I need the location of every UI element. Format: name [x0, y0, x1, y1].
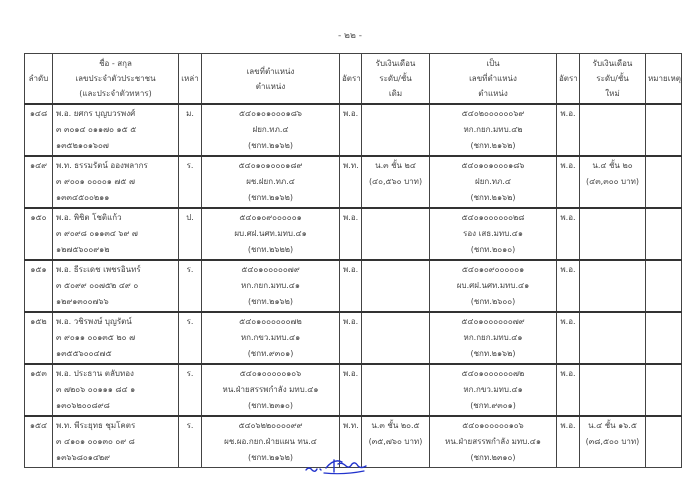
- position-new-code: (ชกท.๒๑๖๒): [470, 193, 516, 202]
- name-cell: [53, 104, 179, 156]
- order-cell: [25, 208, 53, 260]
- position-new-code: (ชกท.๙๓๐๑): [470, 401, 516, 410]
- branch: ป.: [186, 213, 194, 222]
- position-old-title: ผช.ผอ.กยก.ฝ่ายแผน ทน.๔: [224, 437, 317, 446]
- position-new-number: ๕๔๐๒๐๐๐๐๐๐๖๙: [461, 109, 525, 118]
- salary-new-amount: (๓๘,๕๐๐ บาท): [585, 437, 640, 446]
- header-position-old: เลขที่ตำแหน่ง ตำแหน่ง: [202, 54, 340, 105]
- citizen-id: ๓ ๙๐๐๑ ๐๐๐๐๑ ๗๕ ๗: [56, 177, 136, 186]
- branch-cell: [179, 312, 202, 364]
- header-row: [25, 54, 682, 105]
- branch-cell: [179, 260, 202, 312]
- salary-new-level: น.๔ ชั้น ๒๐: [592, 161, 633, 170]
- salary-old-cell: [362, 364, 430, 416]
- signature-scribble: [298, 454, 378, 476]
- military-id: ๑๒๗๕๖๐๐๙๑๒: [56, 245, 110, 254]
- person-name: พ.อ. ยศกร บุญบวรพงศ์: [56, 109, 136, 118]
- order-cell: [25, 312, 53, 364]
- rate-old: พ.ท.: [343, 421, 359, 430]
- position-old-number: ๕๔๐๑๐๐๐๐๐๐๗๒: [239, 317, 302, 326]
- position-old-code: (ชกท.๒๑๖๒): [247, 297, 294, 306]
- rate-old: พ.อ.: [343, 369, 359, 378]
- header-rate-new: อัตรา: [557, 54, 580, 105]
- table-row: [25, 208, 682, 260]
- name-cell: [53, 312, 179, 364]
- position-new-title: หก.กยก.มทบ.๔๑: [463, 333, 523, 342]
- rate-new-cell: [557, 312, 580, 364]
- position-old-title: ฝยก.ทภ.๔: [252, 125, 289, 134]
- branch-cell: [179, 364, 202, 416]
- header-rate-old: อัตรา: [340, 54, 362, 105]
- position-new-code: (ชกท.๒๑๖๒): [470, 141, 516, 150]
- rate-new-cell: [557, 416, 580, 468]
- remark-cell: [646, 208, 682, 260]
- name-cell: [53, 416, 179, 468]
- header-remark: หมายเหตุ: [646, 54, 682, 105]
- person-name: พ.อ. ประธาน ตลับทอง: [56, 369, 134, 378]
- salary-old-cell: [362, 312, 430, 364]
- rate-new: พ.อ.: [560, 213, 576, 222]
- name-cell: [53, 364, 179, 416]
- military-id: ๑๓๕๕๖๐๐๔๗๕: [56, 349, 112, 358]
- position-new-number: ๕๔๐๑๐๙๐๐๐๐๐๑: [461, 265, 525, 274]
- rate-old-cell: [340, 208, 362, 260]
- rate-old: พ.อ.: [343, 265, 359, 274]
- header-salary-new: รับเงินเดือน ระดับ/ชั้น ใหม่: [580, 54, 646, 105]
- branch: ร.: [186, 421, 194, 430]
- salary-old-level: น.๓ ชั้น ๒๔: [375, 161, 416, 170]
- transfer-table: [24, 53, 682, 468]
- remark-cell: [646, 260, 682, 312]
- branch: ม.: [186, 109, 194, 118]
- salary-old-amount: (๓๕,๗๖๐ บาท): [368, 437, 423, 446]
- position-old-cell: [202, 364, 340, 416]
- position-old-code: (ชกท.๒๖๒๒): [247, 245, 294, 254]
- order-cell: [25, 364, 53, 416]
- salary-old-cell: [362, 208, 430, 260]
- citizen-id: ๓ ๙๐๙๘ ๐๑๑๓๔ ๖๙ ๗: [56, 229, 138, 238]
- position-new-cell: [430, 260, 557, 312]
- rate-new-cell: [557, 208, 580, 260]
- position-old-title: ผช.ฝยก.ทภ.๔: [246, 177, 295, 186]
- position-old-code: (ชกท.๒๑๖๒): [247, 453, 294, 462]
- table-row: [25, 364, 682, 416]
- position-new-cell: [430, 312, 557, 364]
- salary-new-cell: [580, 260, 646, 312]
- position-old-number: ๕๔๐๑๐๑๐๐๐๑๘๙: [238, 161, 303, 170]
- salary-new-amount: (๔๓,๓๐๐ บาท): [586, 177, 639, 186]
- header-branch: เหล่า: [179, 54, 202, 105]
- order-number: ๑๕๐: [30, 213, 47, 222]
- rate-new-cell: [557, 156, 580, 208]
- table-row: [25, 156, 682, 208]
- citizen-id: ๓ ๓๐๑๔ ๐๑๑๗๐ ๑๕ ๕: [56, 125, 137, 134]
- salary-new-cell: [580, 156, 646, 208]
- remark-cell: [646, 156, 682, 208]
- position-old-code: (ชกท.๙๓๐๑): [247, 349, 294, 358]
- citizen-id: ๓ ๙๐๑๑ ๐๐๑๓๕ ๒๐ ๗: [56, 333, 136, 342]
- branch-cell: [179, 416, 202, 468]
- order-cell: [25, 260, 53, 312]
- rate-old: พ.ท.: [343, 161, 359, 170]
- rate-new: พ.อ.: [560, 265, 576, 274]
- order-number: ๑๔๘: [29, 109, 48, 118]
- position-new-code: (ชกท.๒๑๖๒): [470, 349, 516, 358]
- position-old-cell: [202, 104, 340, 156]
- person-name: พ.อ. พิชิต โชติแก้ว: [56, 213, 122, 222]
- branch: ร.: [186, 161, 194, 170]
- salary-old-level: น.๓ ชั้น ๒๐.๕: [371, 421, 420, 430]
- rate-old: พ.อ.: [343, 109, 359, 118]
- order-cell: [25, 104, 53, 156]
- page-number: - ๒๒ -: [337, 31, 363, 41]
- branch: ร.: [186, 265, 194, 274]
- position-new-code: (ชกท.๒๓๑๐): [470, 453, 516, 462]
- citizen-id: ๓ ๔๑๐๑ ๐๐๑๓๐ ๐๙ ๘: [56, 437, 135, 446]
- remark-cell: [646, 416, 682, 468]
- position-new-title: หก.กขว.มทบ.๔๑: [463, 385, 523, 394]
- rate-new: พ.อ.: [560, 317, 576, 326]
- name-cell: [53, 208, 179, 260]
- citizen-id: ๓ ๗๒๐๖ ๐๐๑๑๑ ๘๔ ๑: [56, 385, 136, 394]
- header-salary-old: รับเงินเดือน ระดับ/ชั้น เดิม: [362, 54, 430, 105]
- military-id: ๑๒๙๑๓๐๐๗๖๖: [56, 297, 109, 306]
- remark-cell: [646, 104, 682, 156]
- position-old-code: (ชกท.๒๓๑๐): [247, 401, 294, 410]
- position-new-number: ๕๔๐๑๐๐๐๐๐๐๗๙: [461, 317, 525, 326]
- position-old-number: ๕๔๐๑๐๑๐๐๐๑๘๖: [238, 109, 302, 118]
- position-old-number: ๕๔๐๑๐๐๐๐๐๗๙: [241, 265, 300, 274]
- name-cell: [53, 260, 179, 312]
- position-old-number: ๕๔๐๑๐๙๐๐๐๐๐๑: [239, 213, 302, 222]
- order-number: ๑๕๔: [29, 421, 48, 430]
- order-number: ๑๔๙: [30, 161, 47, 170]
- name-cell: [53, 156, 179, 208]
- person-name: พ.ท. พีระยุทธ ชุมโคตร: [56, 421, 136, 430]
- position-old-cell: [202, 208, 340, 260]
- salary-old-amount: (๔๐,๕๖๐ บาท): [368, 177, 423, 186]
- header-position-new: เป็น เลขที่ตำแหน่ง ตำแหน่ง: [430, 54, 557, 105]
- branch-cell: [179, 104, 202, 156]
- position-new-cell: [430, 416, 557, 468]
- remark-cell: [646, 364, 682, 416]
- order-cell: [25, 156, 53, 208]
- military-id: ๑๓๕๒๑๐๑๖๐๗: [56, 141, 109, 150]
- rate-old: พ.อ.: [343, 213, 359, 222]
- rate-old: พ.อ.: [343, 317, 359, 326]
- salary-new-cell: [580, 312, 646, 364]
- table-row: [25, 312, 682, 364]
- table-row: [25, 104, 682, 156]
- branch: ร.: [186, 317, 194, 326]
- rate-new: พ.อ.: [560, 109, 576, 118]
- salary-new-level: น.๔ ชั้น ๑๖.๕: [588, 421, 637, 430]
- position-new-code: (ชกท.๒๐๑๐): [470, 245, 516, 254]
- salary-old-cell: [362, 156, 430, 208]
- position-new-title: รอง เสธ.มทบ.๔๑: [463, 229, 523, 238]
- rate-old-cell: [340, 156, 362, 208]
- salary-old-cell: [362, 104, 430, 156]
- citizen-id: ๓ ๕๐๙๙ ๐๐๗๕๒ ๔๙ ๐: [56, 281, 139, 290]
- rate-new: พ.อ.: [560, 161, 576, 170]
- order-number: ๑๕๒: [30, 317, 47, 326]
- position-old-title: หก.กยก.มทบ.๔๑: [241, 281, 300, 290]
- table-row: [25, 260, 682, 312]
- position-new-title: หน.ฝ่ายสรรพกำลัง มทบ.๔๑: [445, 437, 541, 446]
- rate-old-cell: [340, 104, 362, 156]
- header-name: ชื่อ - สกุล เลขประจำตัวประชาชน (และประจำตัวทหาร): [53, 54, 179, 105]
- position-old-title: ผบ.ศฝ.นศท.มทบ.๔๑: [234, 229, 307, 238]
- person-name: พ.ท. ธรรมรัตน์ อองพลากร: [56, 161, 148, 170]
- order-number: ๑๕๓: [30, 369, 47, 378]
- person-name: พ.อ. วชิรพงษ์ บุญรัตน์: [56, 317, 132, 326]
- position-old-code: (ชกท.๒๑๖๒): [247, 193, 294, 202]
- position-new-title: ฝยก.ทภ.๔: [475, 177, 511, 186]
- rate-new: พ.อ.: [560, 421, 576, 430]
- position-new-code: (ชกท.๒๖๐๐): [470, 297, 516, 306]
- salary-old-cell: [362, 260, 430, 312]
- position-new-number: ๕๔๐๑๐๐๐๐๐๐๗๒: [461, 369, 525, 378]
- military-id: ๑๓๓๔๕๐๐๒๑๑: [56, 193, 110, 202]
- person-name: พ.อ. ธีระเดช เพชรอินทร์: [56, 265, 141, 274]
- rate-old-cell: [340, 260, 362, 312]
- rate-new: พ.อ.: [560, 369, 576, 378]
- salary-new-cell: [580, 208, 646, 260]
- position-new-number: ๕๔๐๑๐๑๐๐๐๑๘๖: [461, 161, 525, 170]
- order-cell: [25, 416, 53, 468]
- position-old-number: ๕๔๐๖๒๒๐๐๐๐๙๙: [238, 421, 303, 430]
- rate-old-cell: [340, 364, 362, 416]
- position-old-code: (ชกท.๒๑๖๒): [247, 141, 294, 150]
- position-new-cell: [430, 104, 557, 156]
- position-new-cell: [430, 208, 557, 260]
- position-old-number: ๕๔๐๑๐๐๐๐๐๑๐๖: [239, 369, 302, 378]
- position-old-cell: [202, 156, 340, 208]
- position-new-number: ๕๔๐๑๐๐๐๐๐๑๐๖: [462, 421, 524, 430]
- military-id: ๑๓๖๖๘๐๑๔๒๙: [56, 453, 111, 462]
- branch-cell: [179, 208, 202, 260]
- position-new-cell: [430, 156, 557, 208]
- position-new-title: ผบ.ศฝ.นศท.มทบ.๔๑: [456, 281, 530, 290]
- position-new-cell: [430, 364, 557, 416]
- position-old-cell: [202, 260, 340, 312]
- rate-new-cell: [557, 364, 580, 416]
- position-new-title: หก.กยก.มทบ.๔๒: [463, 125, 523, 134]
- branch-cell: [179, 156, 202, 208]
- position-old-title: หก.กขว.มทบ.๔๑: [240, 333, 301, 342]
- salary-new-cell: [580, 104, 646, 156]
- header-order: ลำดับ: [25, 54, 53, 105]
- rate-new-cell: [557, 260, 580, 312]
- branch: ร.: [186, 369, 194, 378]
- order-number: ๑๕๑: [30, 265, 47, 274]
- remark-cell: [646, 312, 682, 364]
- position-old-title: หน.ฝ่ายสรรพกำลัง มทบ.๔๑: [222, 385, 319, 394]
- military-id: ๑๓๐๖๒๐๐๘๙๘: [56, 401, 110, 410]
- rate-new-cell: [557, 104, 580, 156]
- position-new-number: ๕๔๐๑๐๐๐๐๐๐๒๘: [461, 213, 525, 222]
- salary-new-cell: [580, 364, 646, 416]
- salary-new-cell: [580, 416, 646, 468]
- position-old-cell: [202, 312, 340, 364]
- rate-old-cell: [340, 312, 362, 364]
